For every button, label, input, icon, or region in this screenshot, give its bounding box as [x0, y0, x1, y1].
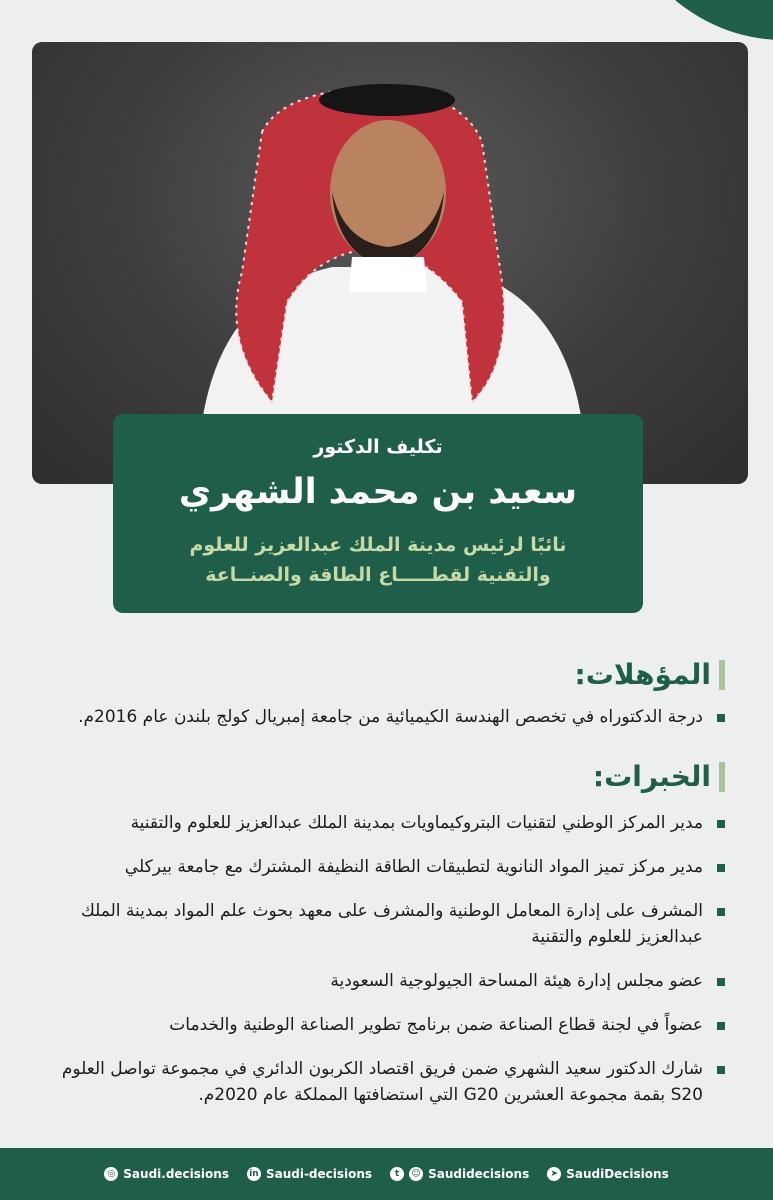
bullet-icon: [717, 714, 725, 722]
role-line-1: نائبًا لرئيس مدينة الملك عبدالعزيز للعلوم: [189, 534, 567, 556]
instagram-icon: ◎: [104, 1167, 118, 1181]
instagram-link[interactable]: ◎ Saudi.decisions: [104, 1167, 229, 1181]
qualifications-list: [45, 704, 725, 730]
twitter-snapchat-link[interactable]: t ☺ Saudidecisions: [390, 1167, 529, 1181]
experience-item-text: عضو مجلس إدارة هيئة المساحة الجيولوجية السعودية: [330, 971, 703, 991]
telegram-link[interactable]: ➤ SaudiDecisions: [547, 1167, 669, 1181]
corner-decoration: [603, 0, 773, 40]
experience-item: [45, 1056, 725, 1108]
experience-item-text: المشرف على إدارة المعامل الوطنية والمشرف على معهد بحوث علم المواد بمدينة الملك عبدالعزيز للعلوم والتقنية: [80, 901, 703, 947]
experience-item: [45, 898, 725, 950]
bullet-icon: [717, 908, 725, 916]
experience-item-text: عضواً في لجنة قطاع الصناعة ضمن برنامج تطوير الصناعة الوطنية والخدمات: [169, 1015, 703, 1035]
bullet-icon: [717, 1066, 725, 1074]
experience-title: الخبرات:: [45, 762, 725, 792]
card-lead: تكليف الدكتور: [313, 436, 443, 458]
qualification-item: [45, 704, 725, 730]
bullet-icon: [717, 820, 725, 828]
announcement-card: [113, 414, 643, 613]
experience-item-text: شارك الدكتور سعيد الشهري ضمن فريق اقتصاد الكربون الدائري في مجموعة تواصل العلوم S20 بقمة مجموعة العشرين G20 التي استضافتها المملكة عام 2020م.: [61, 1059, 703, 1105]
linkedin-icon: in: [247, 1167, 261, 1181]
experience-list: [45, 810, 725, 1108]
bullet-icon: [717, 978, 725, 986]
experience-item: [45, 968, 725, 994]
experience-item: [45, 1012, 725, 1038]
experience-section: [45, 762, 725, 1108]
telegram-icon: ➤: [547, 1167, 561, 1181]
person-name: سعيد بن محمد الشهري: [178, 472, 578, 512]
experience-item: [45, 810, 725, 836]
bullet-icon: [717, 1022, 725, 1030]
role-line-2: والتقنية لقطـــــاع الطاقة والصنــاعة: [205, 564, 551, 586]
qualification-item-text: درجة الدكتوراه في تخصص الهندسة الكيميائية من جامعة إمبريال كولج بلندن عام 2016م.: [78, 707, 703, 727]
person-role: [113, 530, 643, 590]
experience-item-text: مدير مركز تميز المواد النانوية لتطبيقات الطاقة النظيفة المشترك مع جامعة بيركلي: [124, 857, 703, 877]
twitter-icon: t: [390, 1167, 404, 1181]
qualifications-section: [45, 660, 725, 730]
snapchat-icon: ☺: [409, 1167, 423, 1181]
bullet-icon: [717, 864, 725, 872]
experience-item-text: مدير المركز الوطني لتقنيات البتروكيماويات بمدينة الملك عبدالعزيز للعلوم والتقنية: [130, 813, 703, 833]
experience-item: [45, 854, 725, 880]
linkedin-link[interactable]: in Saudi-decisions: [247, 1167, 372, 1181]
qualifications-title: المؤهلات:: [45, 660, 725, 690]
footer-social-bar: [0, 1148, 773, 1200]
